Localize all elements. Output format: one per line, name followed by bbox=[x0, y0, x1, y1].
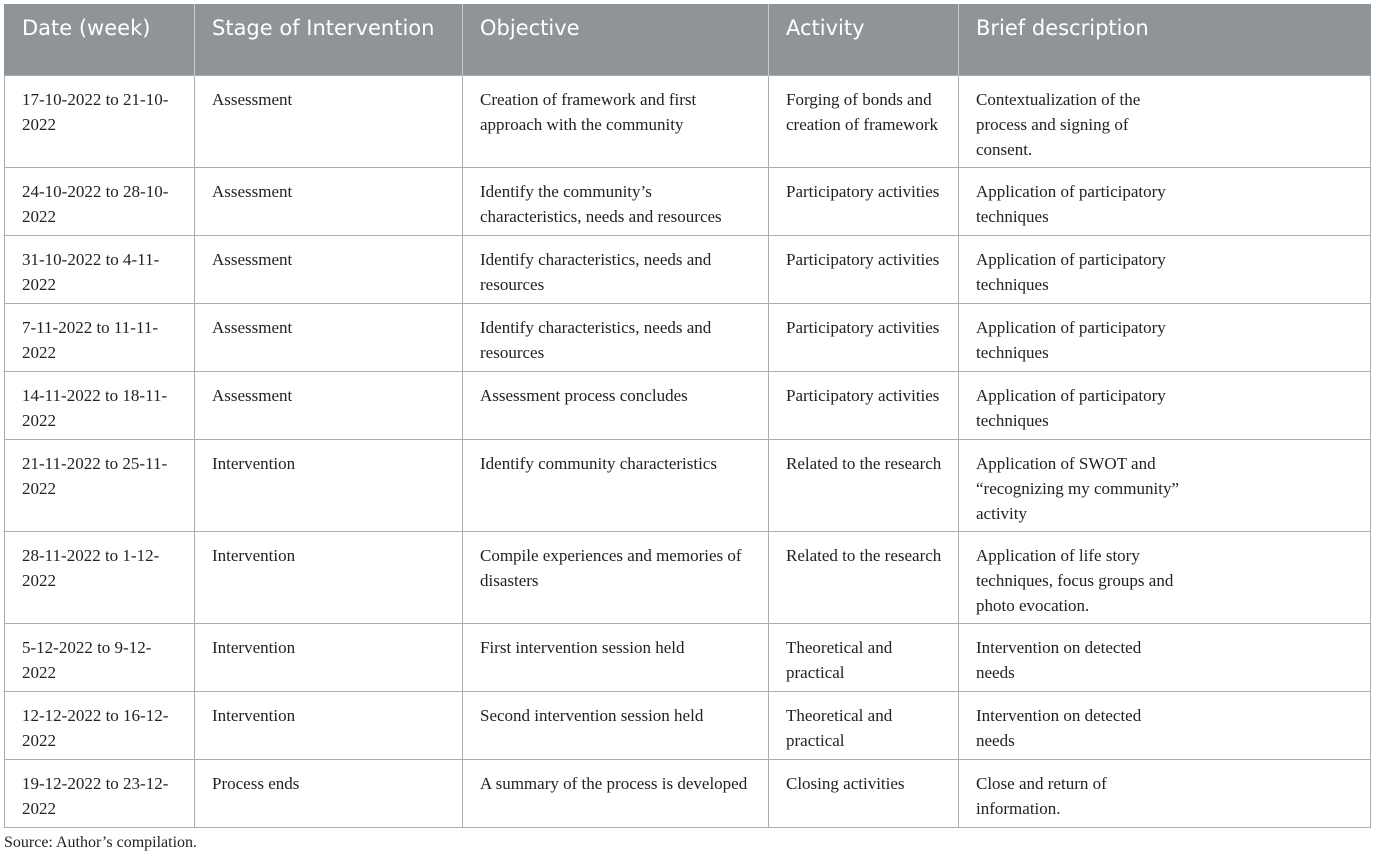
table-row bbox=[5, 372, 1371, 440]
table-row bbox=[5, 692, 1371, 760]
table-row bbox=[5, 236, 1371, 304]
cell-date: 5-12-2022 to 9-12-2022 bbox=[5, 624, 195, 692]
header-description: Brief description bbox=[959, 4, 1371, 76]
cell-description: Contextualization of the process and signing of consent. bbox=[959, 76, 1371, 168]
cell-stage: Assessment bbox=[195, 372, 463, 440]
source-note: Source: Author’s compilation. bbox=[4, 834, 198, 851]
header-stage: Stage of Intervention bbox=[195, 4, 463, 76]
cell-objective: Identify community characteristics bbox=[463, 440, 769, 532]
cell-description: Intervention on detected needs bbox=[959, 624, 1371, 692]
cell-date: 31-10-2022 to 4-11-2022 bbox=[5, 236, 195, 304]
cell-stage: Intervention bbox=[195, 440, 463, 532]
header-date: Date (week) bbox=[5, 4, 195, 76]
header-objective: Objective bbox=[463, 4, 769, 76]
header-activity: Activity bbox=[769, 4, 959, 76]
cell-description: Application of SWOT and “recognizing my community” activity bbox=[959, 440, 1371, 532]
table-row bbox=[5, 760, 1371, 828]
cell-description: Application of life story techniques, focus groups and photo evocation. bbox=[959, 532, 1371, 624]
cell-stage: Intervention bbox=[195, 692, 463, 760]
cell-objective: Second intervention session held bbox=[463, 692, 769, 760]
cell-objective: Identify characteristics, needs and resources bbox=[463, 304, 769, 372]
cell-description: Close and return of information. bbox=[959, 760, 1371, 828]
cell-activity: Participatory activities bbox=[769, 236, 959, 304]
cell-activity: Participatory activities bbox=[769, 372, 959, 440]
cell-stage: Assessment bbox=[195, 168, 463, 236]
cell-description: Application of participatory techniques bbox=[959, 372, 1371, 440]
intervention-schedule-table-container bbox=[4, 4, 1370, 828]
cell-date: 17-10-2022 to 21-10-2022 bbox=[5, 76, 195, 168]
cell-stage: Assessment bbox=[195, 236, 463, 304]
cell-activity: Forging of bonds and creation of framework bbox=[769, 76, 959, 168]
table-row bbox=[5, 624, 1371, 692]
cell-activity: Theoretical and practical bbox=[769, 692, 959, 760]
cell-objective: Identify the community’s characteristics, needs and resources bbox=[463, 168, 769, 236]
table-row bbox=[5, 440, 1371, 532]
header-row bbox=[5, 4, 1371, 76]
table-row bbox=[5, 532, 1371, 624]
intervention-schedule-table bbox=[4, 4, 1371, 828]
cell-date: 14-11-2022 to 18-11-2022 bbox=[5, 372, 195, 440]
cell-activity: Related to the research bbox=[769, 440, 959, 532]
cell-date: 28-11-2022 to 1-12-2022 bbox=[5, 532, 195, 624]
cell-description: Application of participatory techniques bbox=[959, 304, 1371, 372]
cell-date: 19-12-2022 to 23-12-2022 bbox=[5, 760, 195, 828]
cell-date: 12-12-2022 to 16-12-2022 bbox=[5, 692, 195, 760]
cell-description: Application of participatory techniques bbox=[959, 236, 1371, 304]
cell-stage: Intervention bbox=[195, 532, 463, 624]
cell-activity: Theoretical and practical bbox=[769, 624, 959, 692]
table-row bbox=[5, 304, 1371, 372]
cell-objective: Identify characteristics, needs and resources bbox=[463, 236, 769, 304]
cell-stage: Process ends bbox=[195, 760, 463, 828]
cell-description: Intervention on detected needs bbox=[959, 692, 1371, 760]
cell-objective: First intervention session held bbox=[463, 624, 769, 692]
cell-activity: Participatory activities bbox=[769, 304, 959, 372]
cell-date: 21-11-2022 to 25-11-2022 bbox=[5, 440, 195, 532]
cell-stage: Assessment bbox=[195, 76, 463, 168]
cell-activity: Participatory activities bbox=[769, 168, 959, 236]
cell-objective: Compile experiences and memories of disasters bbox=[463, 532, 769, 624]
cell-objective: Creation of framework and first approach with the community bbox=[463, 76, 769, 168]
cell-objective: Assessment process concludes bbox=[463, 372, 769, 440]
table-row bbox=[5, 76, 1371, 168]
cell-date: 7-11-2022 to 11-11-2022 bbox=[5, 304, 195, 372]
cell-date: 24-10-2022 to 28-10-2022 bbox=[5, 168, 195, 236]
cell-stage: Intervention bbox=[195, 624, 463, 692]
cell-activity: Closing activities bbox=[769, 760, 959, 828]
cell-description: Application of participatory techniques bbox=[959, 168, 1371, 236]
table-row bbox=[5, 168, 1371, 236]
cell-activity: Related to the research bbox=[769, 532, 959, 624]
cell-stage: Assessment bbox=[195, 304, 463, 372]
cell-objective: A summary of the process is developed bbox=[463, 760, 769, 828]
